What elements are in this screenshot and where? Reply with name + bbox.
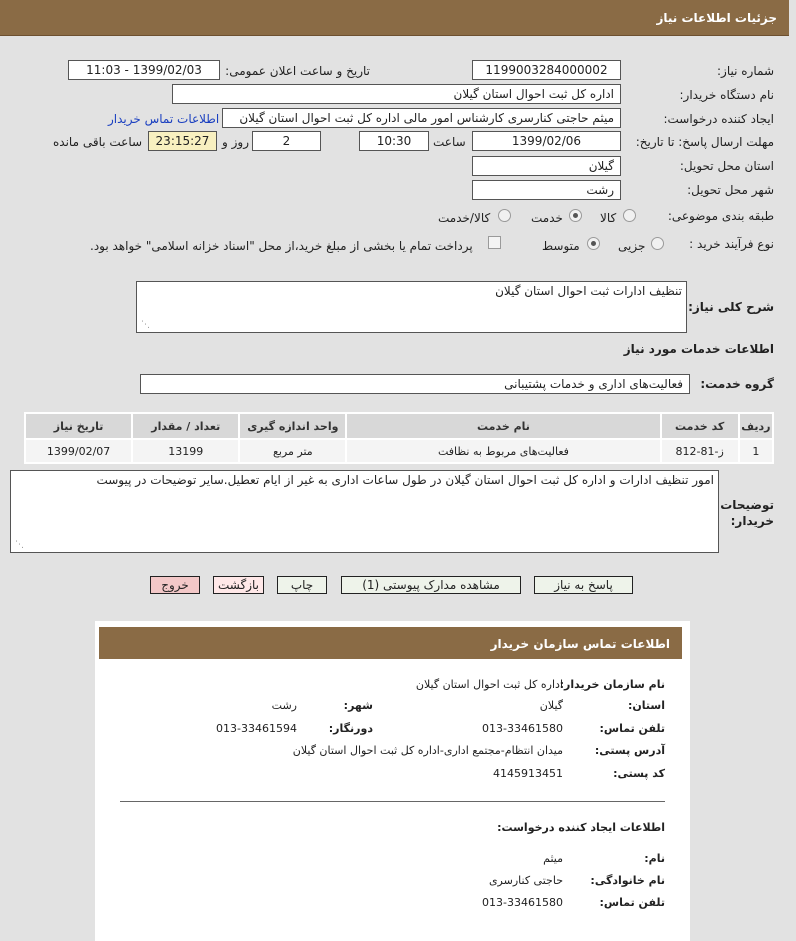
card-fax-value: 013-33461594 bbox=[216, 722, 297, 735]
buyer-org-label: نام دستگاه خریدار: bbox=[679, 88, 774, 102]
deadline-time-field: 10:30 bbox=[359, 131, 429, 151]
buyer-contact-link[interactable]: اطلاعات تماس خریدار bbox=[108, 112, 220, 126]
treasury-checkbox[interactable] bbox=[488, 236, 501, 249]
card-phone-label: تلفن تماس: bbox=[599, 722, 665, 735]
announce-label: تاریخ و ساعت اعلان عمومی: bbox=[225, 64, 370, 78]
summary-label: شرح کلی نیاز: bbox=[688, 300, 774, 314]
remaining-time-field: 23:15:27 bbox=[148, 131, 217, 151]
card-address-label: آدرس پستی: bbox=[594, 744, 665, 757]
time-label: ساعت bbox=[433, 135, 466, 149]
reply-button[interactable]: پاسخ به نیاز bbox=[534, 576, 633, 594]
org-label: نام سازمان خریدار: bbox=[559, 678, 665, 691]
service-group-label: گروه خدمت: bbox=[700, 377, 774, 391]
attachments-button[interactable]: مشاهده مدارک پیوستی (1) bbox=[341, 576, 521, 594]
service-group-field: فعالیت‌های اداری و خدمات پشتیبانی bbox=[140, 374, 690, 394]
buyer-notes-textarea[interactable] bbox=[10, 470, 719, 553]
cell-date: 1399/02/07 bbox=[25, 439, 132, 463]
card-family-value: حاجتی کنارسری bbox=[488, 874, 563, 887]
card-postal-label: کد پستی: bbox=[613, 767, 665, 780]
card-phone-value: 013-33461580 bbox=[482, 722, 563, 735]
city-label: شهر محل تحویل: bbox=[687, 183, 774, 197]
print-button[interactable]: چاپ bbox=[277, 576, 327, 594]
announce-field: 1399/02/03 - 11:03 bbox=[68, 60, 220, 80]
payment-note: پرداخت تمام یا بخشی از مبلغ خرید،از محل "اسناد خزانه اسلامی" خواهد بود. bbox=[90, 239, 473, 253]
back-button[interactable]: بازگشت bbox=[213, 576, 264, 594]
card-address-value: میدان انتظام-مجتمع اداری-اداره کل ثبت احوال استان گیلان bbox=[292, 744, 563, 757]
deadline-date-field: 1399/02/06 bbox=[472, 131, 621, 151]
need-number-label: شماره نیاز: bbox=[717, 64, 774, 78]
card-city-value: رشت bbox=[271, 699, 297, 712]
days-field: 2 bbox=[252, 131, 321, 151]
card-postal-value: 4145913451 bbox=[493, 767, 563, 780]
city-field: رشت bbox=[472, 180, 621, 200]
process-medium-label: متوسط bbox=[542, 239, 580, 253]
process-medium-radio[interactable] bbox=[587, 237, 600, 250]
cell-unit: متر مربع bbox=[239, 439, 346, 463]
province-field: گیلان bbox=[472, 156, 621, 176]
category-service-label: خدمت bbox=[531, 211, 563, 225]
resize-grip-icon[interactable]: ⋰ bbox=[15, 540, 24, 550]
card-name-label: نام: bbox=[644, 852, 665, 865]
exit-button[interactable]: خروج bbox=[150, 576, 200, 594]
category-goods-service-label: کالا/خدمت bbox=[438, 211, 491, 225]
summary-text: تنظیف ادارات ثبت احوال استان گیلان bbox=[495, 284, 682, 298]
category-label: طبقه بندی موضوعی: bbox=[667, 209, 774, 223]
card-name-value: میثم bbox=[543, 852, 563, 865]
summary-textarea[interactable] bbox=[136, 281, 687, 333]
days-label: روز و bbox=[222, 135, 249, 149]
org-value: اداره کل ثبت احوال استان گیلان bbox=[415, 678, 563, 691]
col-code-header: کد خدمت bbox=[661, 413, 739, 439]
buyer-contact-card bbox=[95, 621, 690, 941]
buyer-org-field: اداره کل ثبت احوال استان گیلان bbox=[172, 84, 621, 104]
category-goods-label: کالا bbox=[600, 211, 617, 225]
cell-code: ز-81-812 bbox=[661, 439, 739, 463]
process-minor-radio[interactable] bbox=[651, 237, 664, 250]
creator-label: ایجاد کننده درخواست: bbox=[663, 112, 774, 126]
cell-name: فعالیت‌های مربوط به نظافت bbox=[346, 439, 660, 463]
process-label: نوع فرآیند خرید : bbox=[689, 237, 774, 251]
deadline-label: مهلت ارسال پاسخ: تا تاریخ: bbox=[635, 135, 774, 149]
process-minor-label: جزیی bbox=[618, 239, 646, 253]
col-date-header: تاریخ نیاز bbox=[25, 413, 132, 439]
card-creator-phone-label: تلفن تماس: bbox=[599, 896, 665, 909]
creator-field: میثم حاجتی کنارسری کارشناس امور مالی اداره کل ثبت احوال استان گیلان bbox=[222, 108, 621, 128]
col-unit-header: واحد اندازه گیری bbox=[239, 413, 346, 439]
card-creator-phone-value: 013-33461580 bbox=[482, 896, 563, 909]
card-province-value: گیلان bbox=[539, 699, 563, 712]
col-qty-header: تعداد / مقدار bbox=[132, 413, 239, 439]
contact-card-header: اطلاعات تماس سازمان خریدار bbox=[99, 627, 682, 659]
remaining-label: ساعت باقی مانده bbox=[53, 135, 143, 149]
category-goods-service-radio[interactable] bbox=[498, 209, 511, 222]
col-name-header: نام خدمت bbox=[346, 413, 660, 439]
col-row-header: ردیف bbox=[739, 413, 773, 439]
page-header: جزئیات اطلاعات نیاز bbox=[0, 0, 789, 36]
card-divider bbox=[120, 801, 665, 802]
card-fax-label: دورنگار: bbox=[328, 722, 373, 735]
cell-row: 1 bbox=[739, 439, 773, 463]
services-table bbox=[24, 412, 774, 464]
category-service-radio[interactable] bbox=[569, 209, 582, 222]
category-goods-radio[interactable] bbox=[623, 209, 636, 222]
resize-grip-icon[interactable]: ⋰ bbox=[141, 320, 150, 330]
cell-qty: 13199 bbox=[132, 439, 239, 463]
province-label: استان محل تحویل: bbox=[679, 159, 774, 173]
table-row bbox=[25, 439, 773, 463]
services-title: اطلاعات خدمات مورد نیاز bbox=[623, 342, 774, 356]
table-header-row bbox=[25, 413, 773, 439]
card-province-label: استان: bbox=[628, 699, 665, 712]
need-number-field: 1199003284000002 bbox=[472, 60, 621, 80]
card-city-label: شهر: bbox=[343, 699, 373, 712]
buyer-notes-label: توضیحات خریدار: bbox=[720, 498, 774, 528]
card-family-label: نام خانوادگی: bbox=[590, 874, 665, 887]
creator-section-title: اطلاعات ایجاد کننده درخواست: bbox=[497, 821, 665, 834]
buyer-notes-text: امور تنظیف ادارات و اداره کل ثبت احوال استان گیلان در طول ساعات اداری به غیر از ایام تعطیل.سایر توضیحات در پیوست bbox=[96, 473, 714, 487]
